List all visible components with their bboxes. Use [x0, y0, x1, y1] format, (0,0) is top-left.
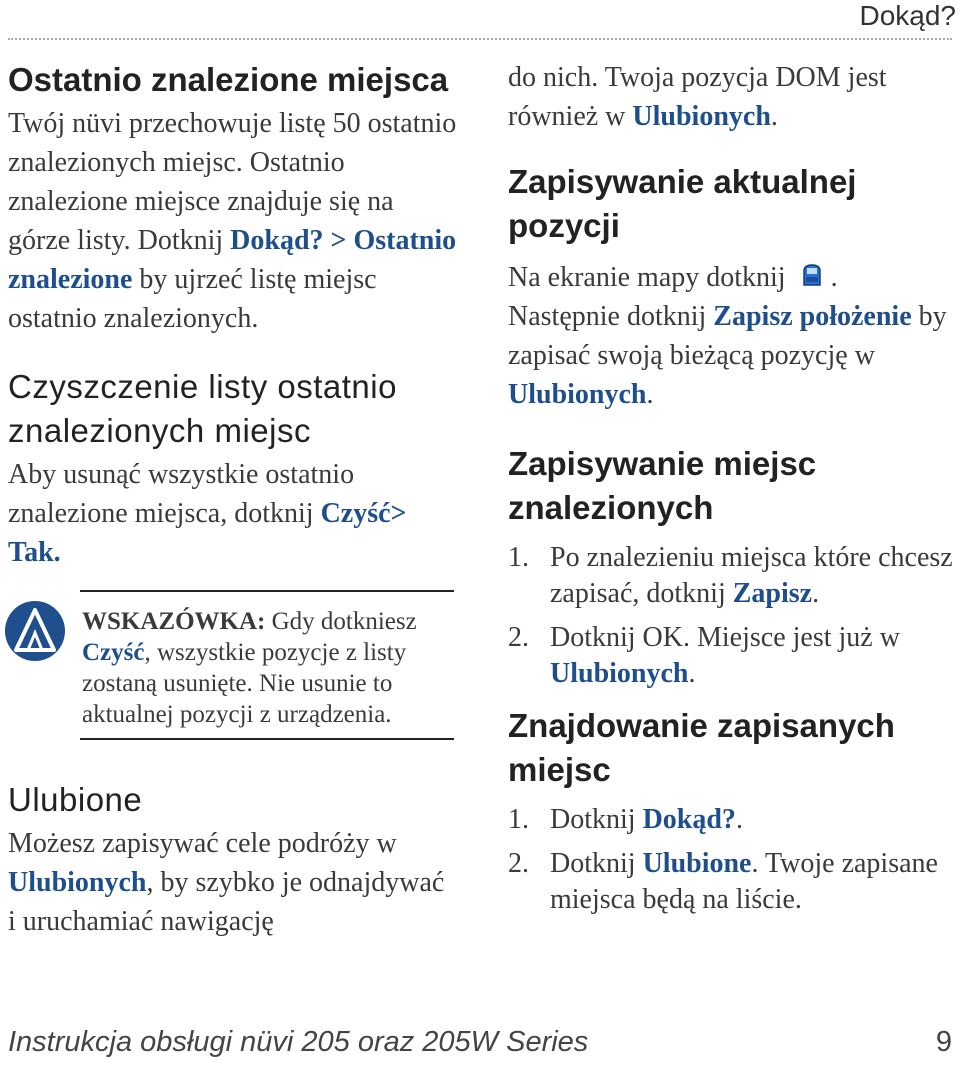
- link-clear-yes: Czyść> Tak.: [8, 498, 407, 568]
- paragraph-favorites-continued: do nich. Twoja pozycja DOM jest również w Ulubionych.: [508, 62, 887, 132]
- list-item: 2. Dotknij OK. Miejsce jest już w Ulubionych.: [508, 622, 900, 689]
- heading-favorites: Ulubione: [8, 781, 143, 818]
- list-item: 1. Dotknij Dokąd?.: [508, 804, 743, 835]
- link-recent-places: Dokąd? > Ostatnio znalezione: [8, 225, 457, 295]
- paragraph-recent-places: Twój nüvi przechowuje listę 50 ostatnio znalezionych miejsc. Ostatnio znalezione miejsce znajduje się na górze listy. Dotknij Dokąd? > Ostatnio znalezione by ujrzeć listę miejsc ostatnio znalezionych.: [8, 108, 457, 334]
- tip-box: [80, 590, 454, 740]
- list-item: 2. Dotknij Ulubione. Twoje zapisane miejsca będą na liście.: [508, 848, 938, 915]
- left-column: [8, 58, 458, 941]
- steps-find-saved-places: [508, 802, 953, 918]
- heading-find-saved-places: Znajdowanie zapisanych miejsc: [508, 707, 895, 788]
- paragraph-favorites: Możesz zapisywać cele podróży w Ulubionych, by szybko je odnajdywać i uruchamiać nawigację: [8, 828, 445, 937]
- tip-text: WSKAZÓWKA: Gdy dotkniesz Czyść, wszystkie pozycje z listy zostaną usunięte. Nie usunie to aktualnej pozycji z urządzenia.: [82, 608, 417, 728]
- header-divider: [8, 38, 952, 40]
- paragraph-save-current-location: Na ekranie mapy dotknij . Następnie dotknij Zapisz położenie by zapisać swoją bieżącą pozycję w Ulubionych.: [508, 258, 953, 414]
- heading-save-found-places: Zapisywanie miejsc znalezionych: [508, 445, 817, 526]
- manual-title: Instrukcja obsługi nüvi 205 oraz 205W Series: [8, 1026, 589, 1058]
- heading-save-current-location: Zapisywanie aktualnej pozycji: [508, 163, 857, 244]
- page-number: 9: [935, 1026, 952, 1058]
- garmin-tip-icon: [4, 600, 66, 662]
- heading-recent-places: Ostatnio znalezione miejsca: [8, 61, 449, 98]
- vehicle-icon: [795, 258, 829, 292]
- steps-save-found-places: [508, 540, 953, 692]
- heading-clear-list: Czyszczenie listy ostatnio znalezionych miejsc: [8, 368, 397, 449]
- list-item: 1. Po znalezieniu miejsca które chcesz zapisać, dotknij Zapisz.: [508, 542, 953, 609]
- paragraph-clear-list: Aby usunąć wszystkie ostatnio znalezione miejsca, dotknij Czyść> Tak.: [8, 459, 407, 568]
- right-column: [508, 58, 953, 926]
- section-title: Dokąd?: [859, 0, 956, 31]
